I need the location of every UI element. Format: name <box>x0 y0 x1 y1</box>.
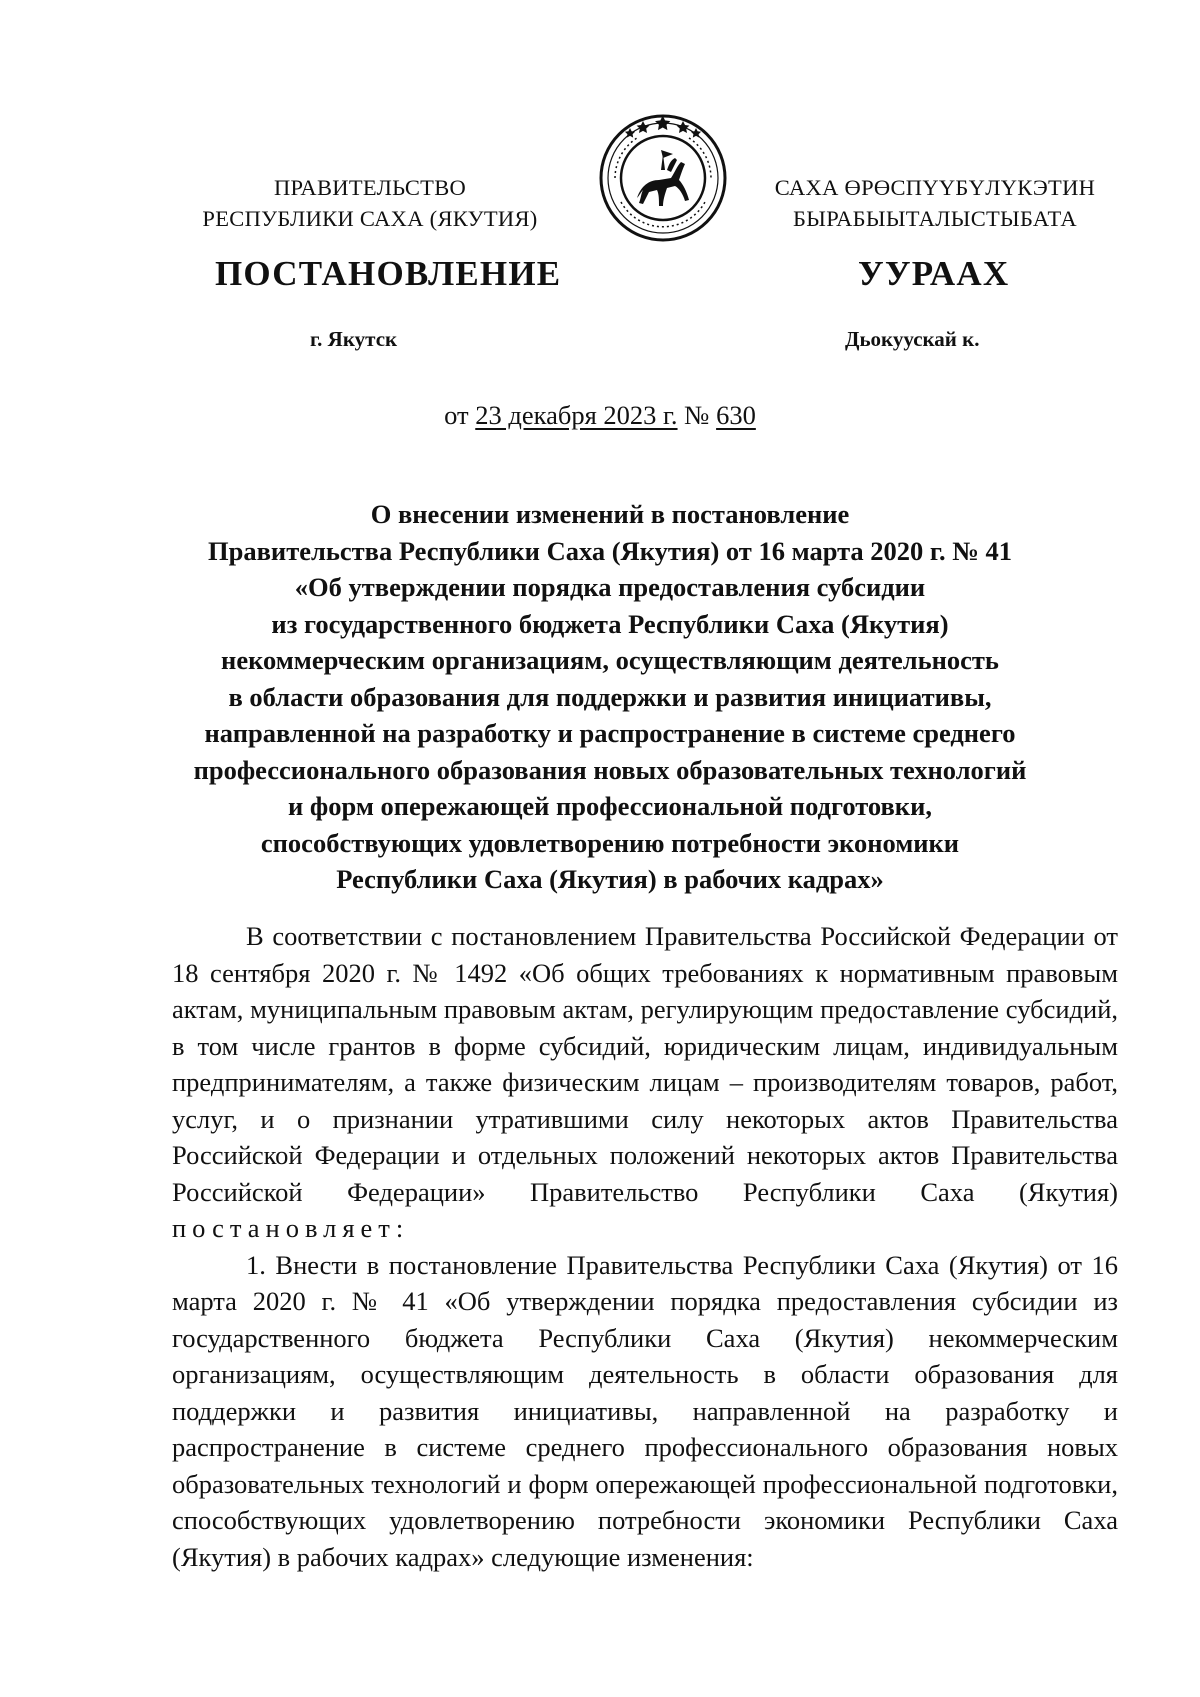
document-body <box>172 918 1118 1575</box>
doc-type-sakha: УУРААХ <box>858 254 1010 293</box>
document-number: 630 <box>716 400 756 430</box>
number-prefix: № <box>684 400 710 430</box>
title-line: в области образования для поддержки и развития инициативы, <box>228 681 992 712</box>
body-paragraph-2: 1. Внести в постановление Правительства Республики Саха (Якутия) от 16 марта 2020 г. № 41 «Об утверждении порядка предоставления субсидии из государственного бюджета Республики Саха (Якутия) некоммерческим организациям, осуществляющим деятельность в области образования для поддержки и развития инициативы, направленной на разработку и распространение в системе среднего профессионального образования новых образовательных технологий и форм опережающей профессиональной подготовки, способствующих удовлетворению потребности экономики Республики Саха (Якутия) в рабочих кадрах» следующие изменения: <box>172 1249 1118 1572</box>
city-ru: г. Якутск <box>310 327 398 351</box>
header-left-ru <box>160 172 580 234</box>
header-left-line1: ПРАВИТЕЛЬСТВО <box>273 175 467 200</box>
header-right-sakha <box>735 172 1135 234</box>
paragraph-1-text: В соответствии с постановлением Правительства Российской Федерации от 18 сентября 2020 г. № 1492 «Об общих требованиях к нормативным правовым актам, муниципальным правовым актам, регулирующим предоставление субсидий, в том числе грантов в форме субсидий, юридическим лицам, индивидуальным предпринимателям, а также физическим лицам – производителям товаров, работ, услуг, и о признании утратившими силу некоторых актов Правительства Российской Федерации и отдельных положений некоторых актов Правительства Российской Федерации» Правительство Республики Саха (Якутия) <box>172 921 1118 1207</box>
title-line: некоммерческим организациям, осуществляющим деятельность <box>221 645 999 675</box>
header-right-line1: САХА ӨРӨСПҮҮБҮЛҮКЭТИН <box>774 175 1096 200</box>
coat-of-arms-icon <box>597 112 729 244</box>
title-line: Правительства Республики Саха (Якутия) от 16 марта 2020 г. № 41 <box>208 535 1012 566</box>
title-line: и форм опережающей профессиональной подготовки, <box>288 791 932 821</box>
title-line: из государственного бюджета Республики Саха (Якутия) <box>271 608 949 639</box>
title-line: Республики Саха (Якутия) в рабочих кадрах» <box>336 864 884 894</box>
date-number-line <box>0 400 1200 431</box>
date-prefix: от <box>444 400 469 430</box>
decree-word: постановляет: <box>172 1213 410 1243</box>
header-left-line2: РЕСПУБЛИКИ САХА (ЯКУТИЯ) <box>202 206 538 231</box>
city-sakha: Дьокуускай к. <box>845 327 980 351</box>
title-line: «Об утверждении порядка предоставления субсидии <box>294 572 926 602</box>
document-title <box>170 496 1050 898</box>
title-line: направленной на разработку и распространение в системе среднего <box>204 718 1016 748</box>
doc-type-ru: ПОСТАНОВЛЕНИЕ <box>215 254 562 293</box>
date-value: 23 декабря 2023 г. <box>475 400 678 430</box>
title-line: О внесении изменений в постановление <box>370 499 850 529</box>
title-line: профессионального образования новых образовательных технологий <box>193 754 1027 785</box>
header-right-line2: БЫРАБЫЫТАЛЫСТЫБАТА <box>793 206 1077 231</box>
body-paragraph-1 <box>172 918 1118 1247</box>
title-line: способствующих удовлетворению потребности экономики <box>260 827 960 858</box>
